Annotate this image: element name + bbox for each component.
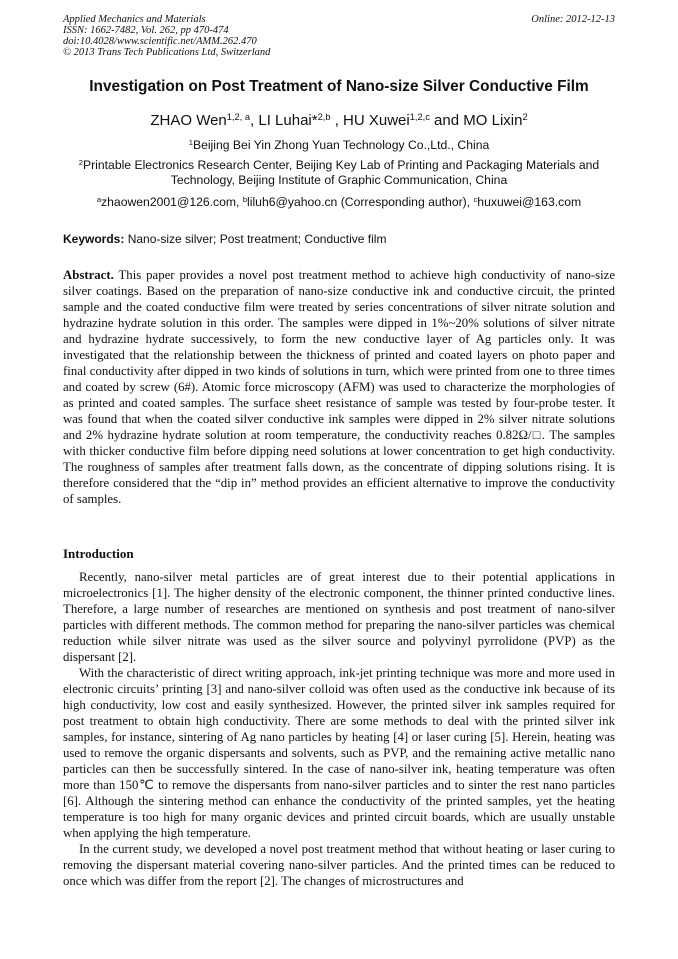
keywords-label: Keywords: [63,232,125,246]
online-date: Online: 2012-12-13 [531,14,615,25]
affiliation-superscript: 2 [78,157,83,167]
paragraph: Recently, nano-silver metal particles are of great interest due to their potential applications in microelectronics [1]. The higher density of the electronic component, the thinner printed conductive lines. Therefore, a large number of researches are mentioned on synthesis and post treatment of nano-silver particles with different methods. The common method for preparing the nano-silver particles was chemical reduction while silver nitrate was used as the silver source and polyvinyl pyrrolidone (PVP) as the dispersant [2]. [63,570,615,664]
issn-line: ISSN: 1662-7482, Vol. 262, pp 470-474 [63,25,229,36]
author-superscript: 2,b [317,111,331,122]
author-superscript: 1,2,c [409,111,430,122]
paragraph: With the characteristic of direct writing approach, ink-jet printing technique was more and more used in electronic circuits’ printing [3] and nano-silver colloid was often used as the conductive ink because of its high conductivity, low cost and easily synthesized. However, the printed silver ink samples required for post treatment to obtain high conductivity. There are some methods to deal with the printed silver ink samples, for instance, sintering of Ag nano particles by heating [4] or laser curing [5]. Herein, heating was used to remove the organic dispersants and solvents, such as PVP, and the remaining active metallic nano particles can then be successfully sintered. In the case of nano-silver ink, heating temperature was often more than 150℃ to remove the dispersants from nano-silver particles and to sinter the rest nano particles [6]. Although the sintering method can enhance the conductivity of the printed samples, yet the heating temperature is too high for many organic devices and printed circuit boards, which are usually unstable when applying the high temperature. [63,666,615,840]
email-text: huxuwei@163.com [477,195,582,209]
copyright-line: © 2013 Trans Tech Publications Ltd, Switzerland [63,47,271,58]
journal-header [63,14,615,58]
introduction-heading: Introduction [63,546,134,561]
paragraph: In the current study, we developed a novel post treatment method that without heating or laser curing to removing the dispersant material covering nano-silver particles. And the printed times can be reduced to once which was differ from the report [2]. The changes of microstructures and [63,842,615,888]
doi-line: doi:10.4028/www.scientific.net/AMM.262.470 [63,36,257,47]
author-name: ZHAO Wen [150,112,227,129]
author-list: ZHAO Wen$^{1,2, a}$, LI Luhai*$^{2,b}$ , HU Xuwei$^{1,2,c}$ and MO Lixin$^2$ [150,111,528,129]
keywords-text: Nano-size silver; Post treatment; Conductive film [124,232,387,246]
affiliation-text: Beijing Bei Yin Zhong Yuan Technology Co.,Ltd., China [192,138,490,152]
introduction-body [63,569,615,889]
email-superscript: c [473,194,478,204]
abstract-label: Abstract. [63,268,114,282]
paper-title: Investigation on Post Treatment of Nano-size Silver Conductive Film [89,78,589,95]
email-text: liluh6@yahoo.cn (Corresponding author), [247,195,474,209]
affiliation-2 [60,158,618,188]
affiliation-superscript: 1 [188,137,193,147]
author-emails [60,195,618,210]
author-superscript: 2 [522,111,528,122]
email-superscript: a [96,194,102,204]
abstract [63,267,615,507]
email-text: zhaowen2001@126.com, [101,195,243,209]
abstract-text: This paper provides a novel post treatment method to achieve high conductivity of nano-size silver coatings. Based on the preparation of nano-size conductive ink and conductive circuit, the printed sample and the coated conductive film were treated by series concentrations of silver nitrate solution and hydrazine hydrate solution in this order. The samples were dipped in 1%~20% solutions of silver nitrate and hydrazine hydrate successively, to form the new conductive layer of Ag particles only. It was investigated that the relationship between the thickness of printed and coated layers on photo paper and final conductivity after dipped in two kinds of solutions in turn, which were printed from one to three times and coated by screw (6#). Atomic force microscopy (AFM) was used to characterize the morphologies of as printed and coated samples. The surface sheet resistance of sample was tested by four-probe tester. It was found that when the coated silver conductive ink samples were dipped in 2% silver nitrate solutions and 2% hydrazine hydrate solution at room temperature, the conductivity reaches 0.82Ω/□. The samples with thicker conductive film before dipping need solutions at lower concentration to get high conductivity. The roughness of samples after treatment falls down, as the concentrate of dipping solutions rising. It is therefore considered that the “dip in” method provides an efficient alternative to improve the conductivity of samples. [63,268,615,506]
author-name: HU Xuwei [343,112,410,129]
journal-name: Applied Mechanics and Materials [63,14,206,25]
affiliation-text: Printable Electronics Research Center, Beijing Key Lab of Printing and Packaging Materials and Technology, Beijing Institute of Graphic Communication, China [82,158,600,187]
author-name: LI Luhai* [258,112,318,129]
author-name: MO Lixin [463,112,523,129]
author-superscript: 1,2, a [226,111,251,122]
affiliation-1 [60,138,618,153]
email-superscript: b [242,194,248,204]
keywords [63,232,615,246]
